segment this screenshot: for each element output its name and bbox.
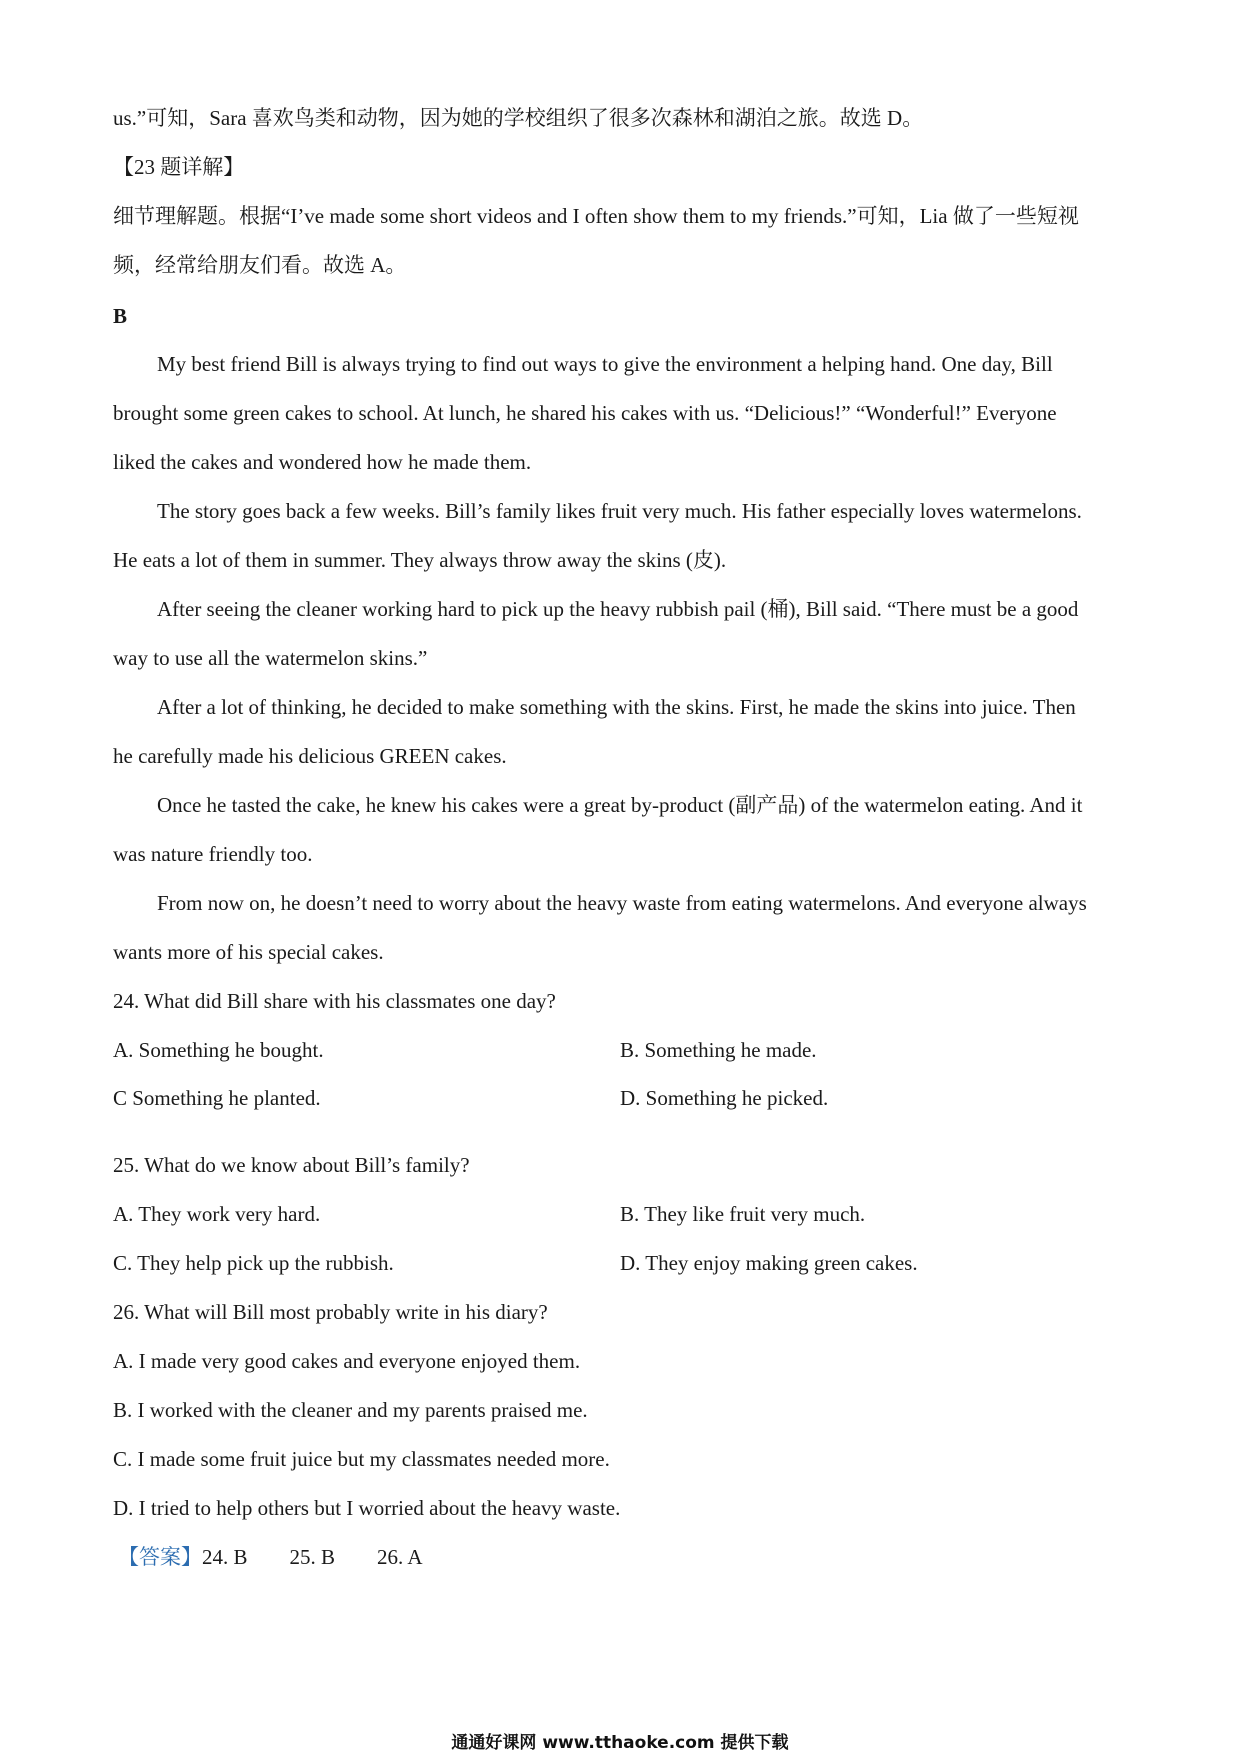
passage-line: The story goes back a few weeks. Bill’s family likes fruit very much. His father especially loves watermelons. bbox=[157, 499, 1082, 523]
answer-values: 24. B 25. B 26. A bbox=[202, 1545, 423, 1569]
passage-line: wants more of his special cakes. bbox=[113, 940, 384, 964]
question-24-stem: 24. What did Bill share with his classmates one day? bbox=[113, 989, 556, 1013]
passage-line: he carefully made his delicious GREEN cakes. bbox=[113, 744, 507, 768]
prev-explanation-line-3: 频，经常给朋友们看。故选 A。 bbox=[113, 253, 407, 277]
question-24-option-c: C Something he planted. bbox=[113, 1086, 321, 1110]
question-26-stem: 26. What will Bill most probably write in his diary? bbox=[113, 1300, 548, 1324]
passage-line: Once he tasted the cake, he knew his cakes were a great by-product (副产品) of the watermelon eating. And it bbox=[157, 793, 1083, 817]
passage-line: way to use all the watermelon skins.” bbox=[113, 646, 428, 670]
passage-line: liked the cakes and wondered how he made them. bbox=[113, 450, 532, 474]
question-24-option-d: D. Something he picked. bbox=[620, 1086, 829, 1110]
passage-line: After seeing the cleaner working hard to pick up the heavy rubbish pail (桶), Bill said. “There must be a good bbox=[157, 597, 1079, 621]
passage-line: was nature friendly too. bbox=[113, 842, 313, 866]
passage-line: He eats a lot of them in summer. They always throw away the skins (皮). bbox=[113, 548, 727, 572]
answer-line bbox=[118, 1542, 423, 1572]
question-25-option-b: B. They like fruit very much. bbox=[620, 1202, 866, 1226]
question-25-option-d: D. They enjoy making green cakes. bbox=[620, 1251, 918, 1275]
question-24-option-a: A. Something he bought. bbox=[113, 1038, 324, 1062]
passage-line: brought some green cakes to school. At lunch, he shared his cakes with us. “Delicious!” “Wonderful!” Everyone bbox=[113, 401, 1057, 425]
footer-source-text: 通通好课网 www.tthaoke.com 提供下载 bbox=[451, 1733, 789, 1753]
question-25-option-a: A. They work very hard. bbox=[113, 1202, 321, 1226]
question-26-option-d: D. I tried to help others but I worried about the heavy waste. bbox=[113, 1496, 621, 1520]
question-25-option-c: C. They help pick up the rubbish. bbox=[113, 1251, 394, 1275]
passage-line: My best friend Bill is always trying to find out ways to give the environment a helping hand. One day, Bill bbox=[157, 352, 1053, 376]
section-b-label: B bbox=[113, 304, 128, 328]
question-23-heading: 【23 题详解】 bbox=[113, 155, 245, 179]
question-26-option-a: A. I made very good cakes and everyone enjoyed them. bbox=[113, 1349, 581, 1373]
question-25-stem: 25. What do we know about Bill’s family? bbox=[113, 1153, 470, 1177]
passage-line: After a lot of thinking, he decided to make something with the skins. First, he made the skins into juice. Then bbox=[157, 695, 1076, 719]
question-26-option-c: C. I made some fruit juice but my classmates needed more. bbox=[113, 1447, 610, 1471]
question-26-option-b: B. I worked with the cleaner and my parents praised me. bbox=[113, 1398, 588, 1422]
prev-explanation-line-1: us.”可知，Sara 喜欢鸟类和动物，因为她的学校组织了很多次森林和湖泊之旅。故选 D。 bbox=[113, 106, 924, 130]
passage-line: From now on, he doesn’t need to worry about the heavy waste from eating watermelons. And everyone always bbox=[157, 891, 1087, 915]
prev-explanation-line-2: 细节理解题。根据“I’ve made some short videos and I often show them to my friends.”可知，Lia 做了一些短视 bbox=[113, 204, 1079, 228]
answer-tag: 【答案】 bbox=[118, 1545, 202, 1569]
question-24-option-b: B. Something he made. bbox=[620, 1038, 817, 1062]
